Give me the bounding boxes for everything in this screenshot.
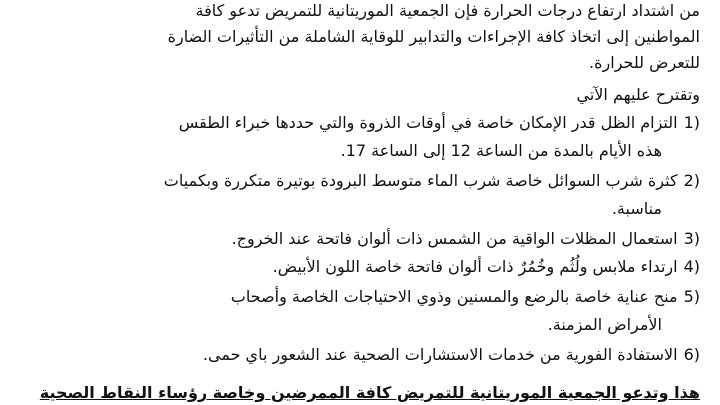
item-number: (2 (683, 171, 700, 190)
list-item-1-cont: هذه الأيام بالمدة من الساعة 12 إلى الساعة 17. (340, 141, 662, 160)
list-item-5 (231, 286, 700, 308)
item-number: (5 (683, 287, 700, 306)
list-item-2 (164, 170, 700, 192)
item-text: منح عناية خاصة بالرضع والمسنين وذوي الاحتياجات الخاصة وأصحاب (230, 287, 678, 306)
intro-line-3: للتعرض للحرارة. (589, 53, 700, 72)
item-number: (1 (683, 113, 700, 132)
item-text: التزام الظل قدر الإمكان خاصة في أوقات الذروة والتي حددها خبراء الطقس (178, 113, 678, 132)
list-item-6 (203, 344, 700, 366)
item-number: (3 (683, 229, 700, 248)
item-text: الاستفادة الفورية من خدمات الاستشارات الصحية عند الشعور باي حمى. (202, 345, 678, 364)
list-item-1 (179, 112, 700, 134)
intro-line-1: من اشتداد ارتفاع درجات الحرارة فإن الجمعية الموريتانية للتمريض تدعو كافة (195, 1, 700, 20)
intro-line-2: المواطنين إلى اتخاذ كافة الإجراءات والتدابير للوقاية الشاملة من التأثيرات الضارة (167, 27, 700, 46)
list-item-2-cont: مناسبة. (611, 199, 662, 218)
item-text: ارتداء ملابس ولُثُم وخُمُرٌ ذات ألوان فاتحة خاصة اللون الأبيض. (272, 257, 678, 276)
item-number: (4 (683, 257, 700, 276)
lead-text: وتقترح عليهم الآتي (576, 85, 700, 104)
closing-line: هذا وتدعو الجمعية الموريتانية للتمريض كافة الممرضين وخاصة رؤساء النقاط الصحية (39, 383, 700, 402)
list-item-3 (232, 228, 700, 250)
list-item-4 (273, 256, 700, 278)
item-text: كثرة شرب السوائل خاصة شرب الماء متوسط البرودة بوتيرة متكررة وبكميات (163, 171, 678, 190)
item-text: استعمال المظلات الواقية من الشمس ذات ألوان فاتحة عند الخروج. (231, 229, 678, 248)
list-item-5-cont: الأمراض المزمنة. (547, 315, 662, 334)
item-number: (6 (683, 345, 700, 364)
